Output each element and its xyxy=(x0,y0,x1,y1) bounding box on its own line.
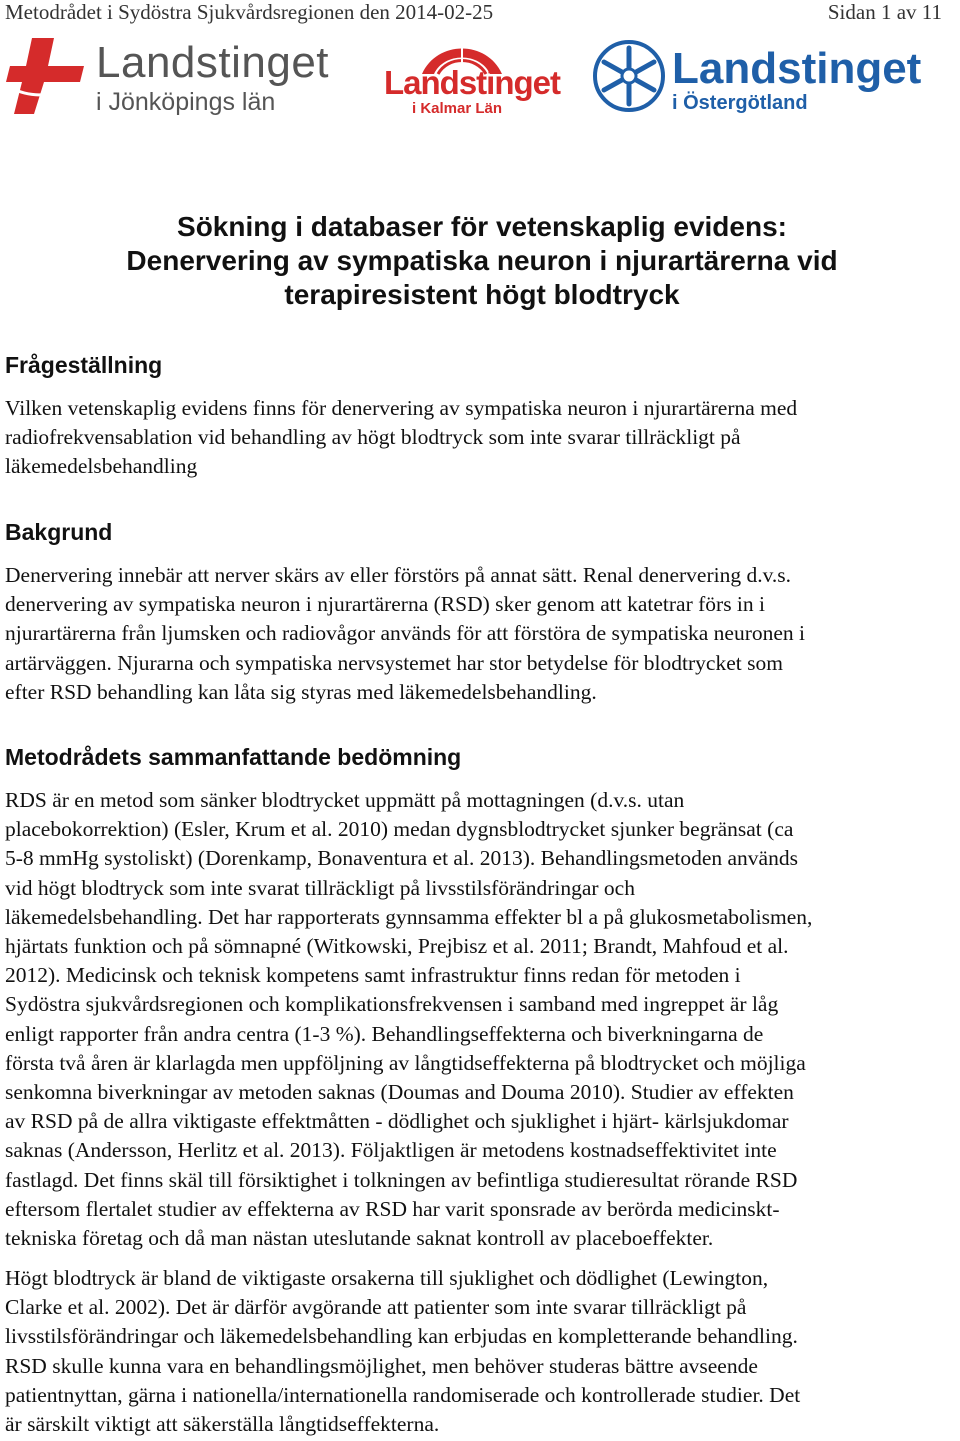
text-line: av RSD på de allra viktigaste effektmåtten - dödlighet och sjuklighet i hjärt- kärlsjukdomar xyxy=(5,1109,789,1134)
text-line: efter RSD behandling kan låta sig styras med läkemedelsbehandling. xyxy=(5,679,597,704)
heading-fragestallning: Frågeställning xyxy=(5,352,163,378)
logo-jonkoping xyxy=(4,36,344,120)
text-line: livsstilsförändringar och läkemedelsbehandling kan erbjudas en kompletterande behandling. xyxy=(5,1324,798,1349)
title-line: Sökning i databaser för vetenskaplig evidens: xyxy=(177,211,787,242)
text-line: senkomna biverkningar av metoden saknas (Doumas and Douma 2010). Studier av effekten xyxy=(5,1080,794,1105)
text-line: läkemedelsbehandling. Det har rapporterats gynnsamma effekter bl a på glukosmetabolismen, xyxy=(5,904,813,929)
text-line: vid högt blodtryck som inte svarat tillräckligt på livsstilsförändringar och xyxy=(5,875,635,900)
logo-jonkoping-name: Landstinget xyxy=(96,38,330,87)
text-line: hjärtats funktion och på sömnapné (Witkowski, Prejbisz et al. 2011; Brandt, Mahfoud et al. xyxy=(5,934,789,959)
text-line: 2012). Medicinsk och teknisk kompetens samt infrastruktur finns redan för metoden i xyxy=(5,963,741,988)
logo-jonkoping-sub: i Jönköpings län xyxy=(96,88,276,116)
text-line: artärväggen. Njurarna och sympatiska nervsystemet har stor betydelse för blodtrycket som xyxy=(5,650,783,675)
red-cross-icon xyxy=(4,36,88,116)
logo-bar xyxy=(0,36,960,120)
text-line: fastlagd. Det finns skäl till försiktighet i tolkningen av befintliga studieresultat rörande RSD xyxy=(5,1167,798,1192)
text-line: tekniska företag och då man nästan uteslutande saknat kontroll av placeboeffekter. xyxy=(5,1226,714,1251)
text-line: patientnyttan, gärna i nationella/internationella randomiserade och kontrollerade studier. Det xyxy=(5,1382,801,1407)
text-line: läkemedelsbehandling xyxy=(5,454,198,479)
text-line: saknas (Andersson, Herlitz et al. 2013). Följaktligen är metodens kostnadseffektivitet inte xyxy=(5,1138,777,1163)
title-line: terapiresistent högt blodtryck xyxy=(284,279,680,310)
text-line: radiofrekvensablation vid behandling av högt blodtryck som inte svarar tillräckligt på xyxy=(5,425,741,450)
paragraph-bedomning-1 xyxy=(5,786,960,1253)
header-page-number: Sidan 1 av 11 xyxy=(827,0,942,24)
text-line: denervering av sympatiska neuron i njurartärerna (RSD) sker genom att katetrar förs in i xyxy=(5,592,766,617)
logo-ostergotland-name: Landstinget xyxy=(672,44,922,93)
logo-ostergotland-sub: i Östergötland xyxy=(672,92,808,114)
title-line: Denervering av sympatiska neuron i njurartärerna vid xyxy=(126,245,838,276)
logo-kalmar-name: Landstinget xyxy=(384,64,560,101)
paragraph-fragestallning xyxy=(5,394,960,482)
heading-bakgrund: Bakgrund xyxy=(5,519,113,545)
paragraph-bedomning-2 xyxy=(5,1264,960,1439)
text-line: njurartärerna från ljumsken och radiovågor används för att förstöra de sympatiska neuronen i xyxy=(5,621,805,646)
text-line: Vilken vetenskaplig evidens finns för denervering av sympatiska neuron i njurartärerna med xyxy=(5,396,798,420)
page-header xyxy=(5,0,942,26)
text-line: enligt rapporter från andra centra (1-3 %). Behandlingseffekterna och biverkningarna de xyxy=(5,1021,764,1046)
text-line: är särskilt viktigt att säkerställa långtidseffekterna. xyxy=(5,1412,440,1437)
text-line: Clarke et al. 2002). Det är därför avgörande att patienter som inte svarar tillräckligt på xyxy=(5,1295,747,1320)
text-line: första två åren är klarlagda men uppföljning av långtidseffekterna på blodtrycket och möjliga xyxy=(5,1050,806,1075)
logo-ostergotland xyxy=(592,36,922,120)
snowflake-emblem-icon xyxy=(592,36,666,116)
text-line: Denervering innebär att nerver skärs av eller förstörs på annat sätt. Renal denervering d.v.s. xyxy=(5,563,792,587)
text-line: RDS är en metod som sänker blodtrycket uppmätt på mottagningen (d.v.s. utan xyxy=(5,788,685,812)
text-line: Sydöstra sjukvårdsregionen och komplikationsfrekvensen i samband med ingreppet är låg xyxy=(5,992,779,1017)
paragraph-bakgrund xyxy=(5,561,960,707)
text-line: 5-8 mmHg systoliskt) (Dorenkamp, Bonaventura et al. 2013). Behandlingsmetoden används xyxy=(5,846,798,871)
document-title xyxy=(0,210,960,312)
text-line: placebokorrektion) (Esler, Krum et al. 2010) medan dygnsblodtrycket sjunker begränsat (ca xyxy=(5,817,794,842)
heading-bedomning: Metodrådets sammanfattande bedömning xyxy=(5,744,462,770)
text-line: Högt blodtryck är bland de viktigaste orsakerna till sjuklighet och dödlighet (Lewington, xyxy=(5,1266,769,1290)
logo-kalmar-sub: i Kalmar Län xyxy=(412,100,503,117)
text-line: eftersom flertalet studier av effekterna av RSD har varit sponsrade av berörda medicinskt- xyxy=(5,1196,780,1221)
logo-kalmar xyxy=(382,36,560,120)
text-line: RSD skulle kunna vara en behandlingsmöjlighet, men behöver studeras bättre avseende xyxy=(5,1353,758,1378)
header-organization-date: Metodrådet i Sydöstra Sjukvårdsregionen den 2014-02-25 xyxy=(5,0,494,24)
